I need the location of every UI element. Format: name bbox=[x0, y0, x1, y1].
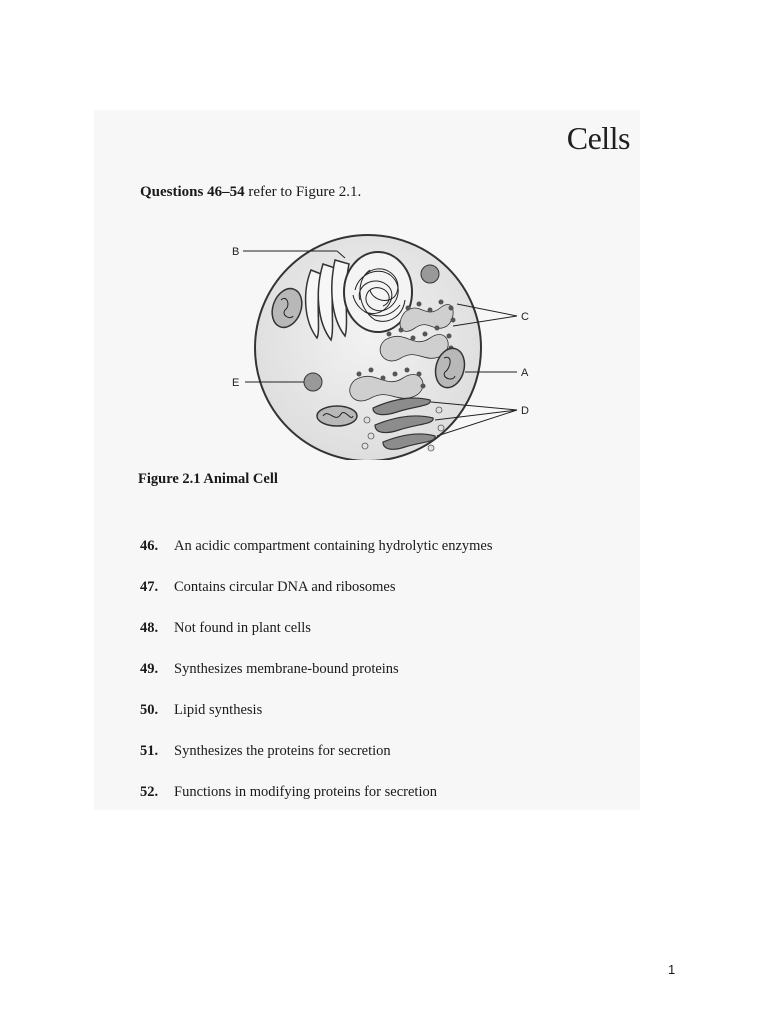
label-a: A bbox=[521, 367, 529, 379]
animal-cell-figure bbox=[225, 230, 545, 460]
label-b: B bbox=[232, 246, 240, 258]
questions-intro bbox=[140, 184, 361, 201]
label-c: C bbox=[521, 311, 529, 323]
question-50: 50. Lipid synthesis bbox=[140, 702, 263, 718]
golgi-apparatus bbox=[306, 260, 349, 340]
question-48: 48. Not found in plant cells bbox=[140, 620, 311, 636]
questions-range: Questions 46–54 bbox=[140, 184, 245, 200]
question-46: 46. An acidic compartment containing hydrolytic enzymes bbox=[140, 538, 493, 554]
chapter-title: Cells bbox=[566, 120, 630, 156]
question-51: 51. Synthesizes the proteins for secretion bbox=[140, 743, 391, 759]
intro-rest: refer to Figure 2.1. bbox=[244, 184, 362, 200]
page-number: 1 bbox=[668, 962, 676, 977]
label-d: D bbox=[521, 405, 529, 417]
question-52: 52. Functions in modifying proteins for secretion bbox=[140, 784, 437, 800]
question-47: 47. Contains circular DNA and ribosomes bbox=[140, 579, 396, 595]
label-e: E bbox=[232, 377, 240, 389]
figure-caption: Figure 2.1 Animal Cell bbox=[138, 471, 278, 487]
organelle-e bbox=[304, 373, 322, 391]
question-49: 49. Synthesizes membrane-bound proteins bbox=[140, 661, 399, 677]
